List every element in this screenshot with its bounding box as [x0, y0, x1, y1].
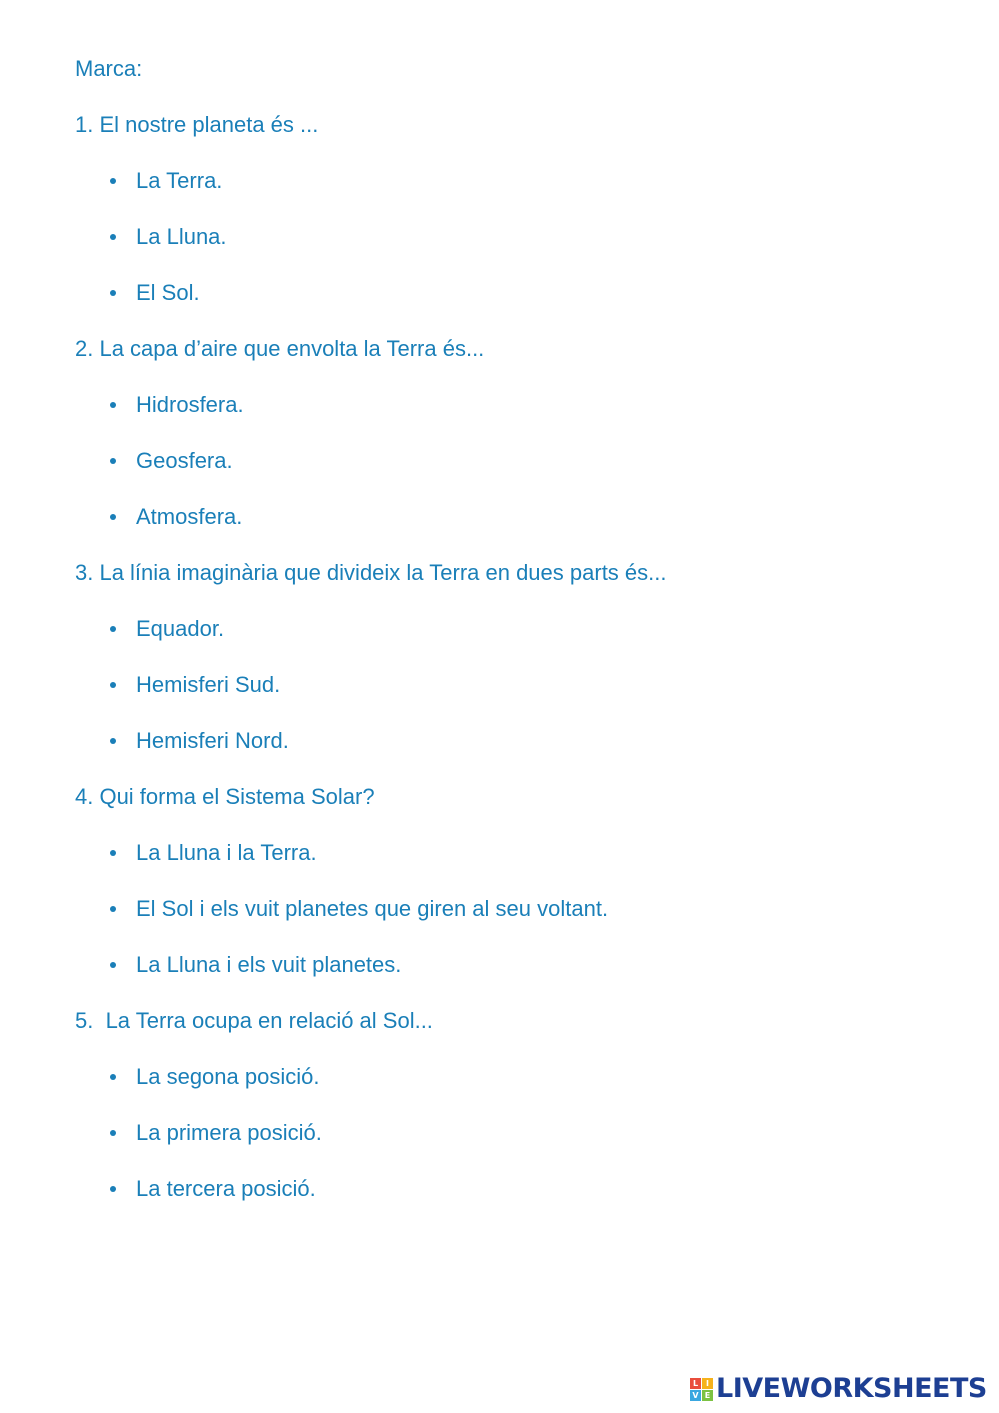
question-4 — [75, 782, 935, 980]
bullet-icon — [110, 682, 116, 688]
logo-text: LIVEWORKSHEETS — [716, 1373, 987, 1404]
option[interactable] — [75, 1118, 935, 1148]
question-5 — [75, 1006, 935, 1204]
question-text: 2. La capa d’aire que envolta la Terra és... — [75, 336, 485, 361]
bullet-icon — [110, 850, 116, 856]
bullet-icon — [110, 962, 116, 968]
bullet-icon — [110, 458, 116, 464]
option-label: La Terra. — [136, 168, 223, 193]
option-label: El Sol. — [136, 280, 200, 305]
option-label: La tercera posició. — [136, 1176, 316, 1201]
option-label: Hemisferi Sud. — [136, 672, 281, 697]
option-label: La Lluna i els vuit planetes. — [136, 952, 402, 977]
option-label: La Lluna i la Terra. — [136, 840, 317, 865]
question-3 — [75, 558, 935, 756]
logo-mark-letter: I — [702, 1378, 713, 1389]
option-list — [75, 614, 935, 756]
option-label: El Sol i els vuit planetes que giren al seu voltant. — [136, 896, 609, 921]
option[interactable] — [75, 390, 935, 420]
option[interactable] — [75, 670, 935, 700]
logo-mark-letter: V — [690, 1390, 701, 1401]
option-label: Equador. — [136, 616, 225, 641]
bullet-icon — [110, 1130, 116, 1136]
bullet-icon — [110, 290, 116, 296]
option-label: La segona posició. — [136, 1064, 320, 1089]
bullet-icon — [110, 626, 116, 632]
option[interactable] — [75, 950, 935, 980]
option[interactable] — [75, 222, 935, 252]
bullet-icon — [110, 514, 116, 520]
option-label: Atmosfera. — [136, 504, 243, 529]
option[interactable] — [75, 614, 935, 644]
bullet-icon — [110, 1186, 116, 1192]
option-list — [75, 166, 935, 308]
question-2 — [75, 334, 935, 532]
option-list — [75, 390, 935, 532]
instruction: Marca: — [75, 56, 143, 81]
liveworksheets-logo — [690, 1372, 987, 1406]
option-list — [75, 1062, 935, 1204]
option[interactable] — [75, 166, 935, 196]
option-label: Geosfera. — [136, 448, 233, 473]
option[interactable] — [75, 838, 935, 868]
logo-mark-icon — [690, 1378, 713, 1401]
bullet-icon — [110, 738, 116, 744]
question-1 — [75, 110, 935, 308]
bullet-icon — [110, 402, 116, 408]
option-list — [75, 838, 935, 980]
bullet-icon — [110, 1074, 116, 1080]
question-text: 4. Qui forma el Sistema Solar? — [75, 784, 375, 809]
option[interactable] — [75, 1062, 935, 1092]
option[interactable] — [75, 278, 935, 308]
bullet-icon — [110, 234, 116, 240]
option-label: Hidrosfera. — [136, 392, 244, 417]
worksheet — [75, 54, 935, 1230]
option[interactable] — [75, 894, 935, 924]
bullet-icon — [110, 906, 116, 912]
question-text: 3. La línia imaginària que divideix la Terra en dues parts és... — [75, 560, 667, 585]
option[interactable] — [75, 726, 935, 756]
bullet-icon — [110, 178, 116, 184]
question-text: 1. El nostre planeta és ... — [75, 112, 319, 137]
option[interactable] — [75, 446, 935, 476]
option-label: Hemisferi Nord. — [136, 728, 289, 753]
option[interactable] — [75, 1174, 935, 1204]
option-label: La Lluna. — [136, 224, 227, 249]
logo-mark-letter: L — [690, 1378, 701, 1389]
logo-mark-letter: E — [702, 1390, 713, 1401]
option-label: La primera posició. — [136, 1120, 322, 1145]
option[interactable] — [75, 502, 935, 532]
question-text: 5. La Terra ocupa en relació al Sol... — [75, 1008, 433, 1033]
